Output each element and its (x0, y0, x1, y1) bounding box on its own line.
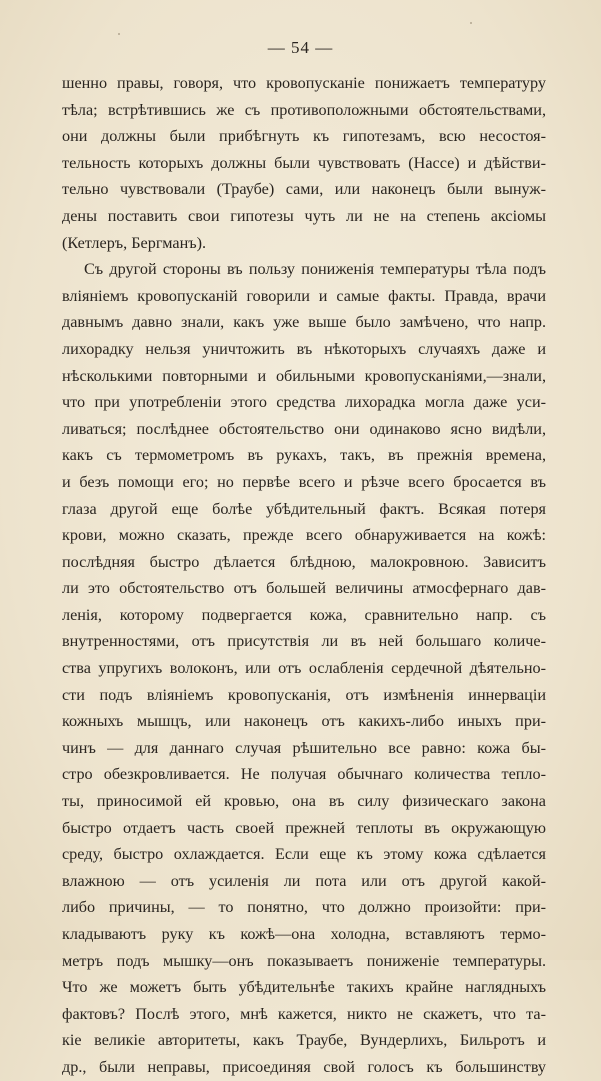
text-line: кіе великіе авторитеты, какъ Траубе, Вундерлихъ, Бильротъ и (62, 1031, 546, 1050)
text-line: тельно чувствовали (Траубе) сами, или наконецъ были вынуж- (62, 180, 546, 199)
paragraph-start-line: Съ другой стороны въ пользу пониженія температуры тѣла подъ (84, 260, 546, 279)
text-line: быстро отдаетъ часть своей прежней теплоты въ окружающую (62, 818, 546, 837)
text-line: др., были неправы, присоединяя свой голосъ къ большинству (62, 1057, 546, 1076)
text-line: и безъ помощи его; но первѣе всего и рѣзче всего бросается въ (62, 472, 546, 491)
text-line: чинъ — для даннаго случая рѣшительно все равно: кожа бы- (62, 738, 546, 757)
text-line: нѣсколькими повторными и обильными кровопусканіями,—знали, (62, 366, 546, 385)
text-line: фактовъ? Послѣ этого, мнѣ кажется, никто не скажетъ, что та- (62, 1004, 546, 1023)
page-number: — 54 — (267, 38, 334, 57)
text-line: метръ подъ мышку—онъ показываетъ пониженіе температуры. (62, 951, 546, 970)
text-line: вліяніемъ кровопусканій говорили и самые факты. Правда, врачи (62, 286, 546, 305)
text-line: лихорадку нельзя уничтожить въ нѣкоторыхъ случаяхъ даже и (62, 339, 546, 358)
text-line: какъ съ термометромъ въ рукахъ, такъ, въ прежнія времена, (62, 446, 546, 465)
text-line: крови, можно сказать, прежде всего обнаруживается на кожѣ: (62, 526, 546, 545)
text-line: ли это обстоятельство отъ большей величины атмосфернаго дав- (62, 579, 546, 598)
text-line: Что же можетъ быть убѣдительнѣе такихъ крайне наглядныхъ (62, 978, 546, 997)
text-line: кожныхъ мышцъ, или наконецъ отъ какихъ-либо иныхъ при- (62, 712, 546, 731)
text-line: внутренностями, отъ присутствія ли въ ней большаго количе- (62, 632, 546, 651)
paper-speck (470, 22, 472, 24)
text-line: тельность которыхъ должны были чувствовать (Нассе) и дѣйстви- (62, 153, 546, 172)
text-line: ленія, которому подвергается кожа, сравнительно напр. съ (62, 605, 546, 624)
text-line: кладываютъ руку къ кожѣ—она холодна, вставляютъ термо- (62, 925, 546, 943)
paper-speck (118, 33, 120, 35)
text-line: ты, приносимой ей кровью, она въ силу физическаго закона (62, 792, 546, 811)
body-text (62, 70, 546, 1081)
text-line: послѣдняя быстро дѣлается блѣдною, малокровною. Зависитъ (62, 552, 546, 571)
text-line: влажною — отъ усиленія ли пота или отъ другой какой- (62, 871, 546, 890)
text-line: тѣла; встрѣтившись же съ противоположными обстоятельствами, (62, 100, 546, 119)
paragraph-end-line: (Кетлеръ, Бергманъ). (62, 233, 207, 252)
text-line: среду, быстро охлаждается. Если еще къ этому кожа сдѣлается (62, 845, 546, 864)
text-line: ства упругихъ волоконъ, или отъ ослабленія сердечной дѣятельно- (62, 659, 546, 678)
text-line: либо причины, — то понятно, что должно произойти: при- (62, 898, 546, 917)
text-line: давнымъ давно знали, какъ уже выше было замѣчено, что напр. (62, 313, 546, 332)
text-line: стро обезкровливается. Не получая обычнаго количества тепло- (62, 765, 546, 784)
text-line: ливаться; послѣднее обстоятельство они одинаково ясно видѣли, (62, 419, 546, 438)
text-line: шенно правы, говоря, что кровопусканіе понижаетъ температуру (62, 74, 546, 92)
text-line: дены поставить свои гипотезы чуть ли не на степень аксіомы (62, 206, 546, 225)
text-line: глаза другой еще болѣе убѣдительный фактъ. Всякая потеря (62, 499, 546, 518)
text-line: что при употребленіи этого средства лихорадка могла даже уси- (62, 393, 546, 412)
text-line: они должны были прибѣгнуть къ гипотезамъ, всю несостоя- (62, 127, 546, 146)
text-line: сти подъ вліяніемъ кровопусканія, отъ измѣненія иннерваціи (62, 685, 546, 704)
